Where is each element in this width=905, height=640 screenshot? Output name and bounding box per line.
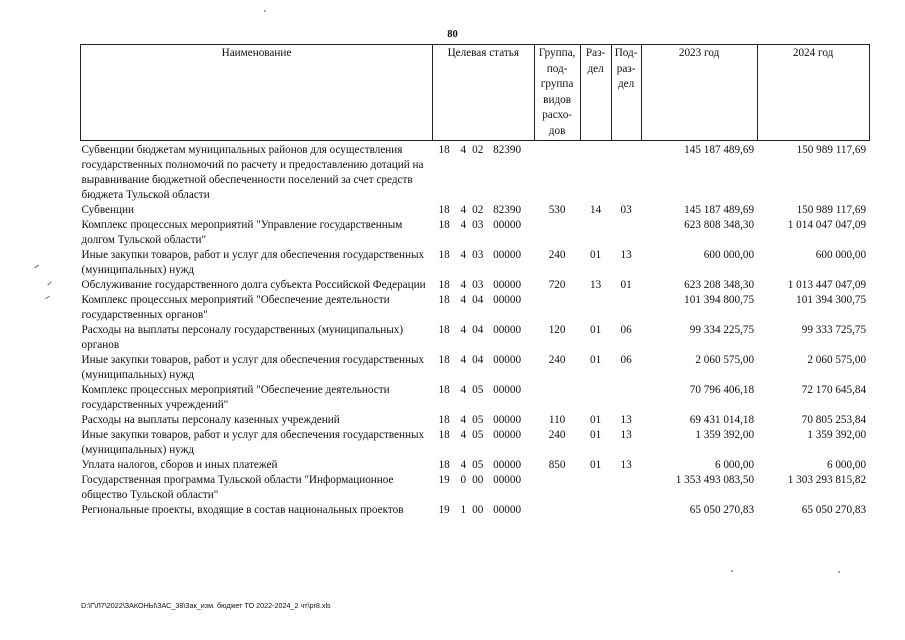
row-amount-2024: 99 333 725,75 (801, 323, 867, 336)
row-amount-2023: 70 796 406,18 (689, 383, 755, 396)
row-code-direction: 82390 (493, 143, 522, 156)
row-expense-group (534, 140, 580, 203)
row-amount-2024: 1 359 392,00 (807, 428, 867, 441)
row-amount-2023: 65 050 270,83 (689, 503, 755, 516)
row-code-direction: 00000 (493, 458, 522, 471)
row-code-main: 03 (472, 248, 484, 261)
row-expense-group (534, 383, 580, 413)
row-code-subprogram: 4 (460, 383, 467, 396)
row-subsection (611, 503, 641, 518)
table-row (81, 248, 870, 278)
row-code-main: 00 (472, 503, 484, 516)
row-expense-group (534, 293, 580, 323)
row-section: 01 (590, 248, 602, 261)
row-code-main: 04 (472, 323, 484, 336)
table-row (81, 203, 870, 218)
row-code-direction: 00000 (493, 323, 522, 336)
row-subsection (611, 218, 641, 248)
table-row (81, 323, 870, 353)
scan-mark (47, 282, 51, 286)
row-expense-group: 240 (548, 428, 566, 441)
row-name: Уплата налогов, сборов и иных платежей (81, 458, 278, 471)
row-subsection: 03 (620, 203, 632, 216)
header-section: Раз-дел (580, 45, 611, 141)
row-code-direction: 00000 (493, 353, 522, 366)
row-code-program: 19 (438, 503, 450, 516)
row-code-main: 03 (472, 218, 484, 231)
row-name: Расходы на выплаты персоналу государственных (муниципальных) органов (81, 323, 404, 351)
row-code-main: 00 (472, 473, 484, 486)
table-row (81, 473, 870, 503)
row-code-main: 05 (472, 383, 484, 396)
row-name: Комплекс процессных мероприятий "Обеспечение деятельности государственных учреждений" (81, 383, 390, 411)
row-amount-2023: 145 187 489,69 (684, 203, 755, 216)
row-code-main: 02 (472, 143, 484, 156)
table-row (81, 458, 870, 473)
table-row (81, 413, 870, 428)
row-amount-2024: 600 000,00 (815, 248, 867, 261)
row-code-program: 18 (438, 278, 450, 291)
row-code-direction: 00000 (493, 293, 522, 306)
row-code-subprogram: 4 (460, 143, 467, 156)
row-code-main: 05 (472, 428, 484, 441)
row-code-direction: 00000 (493, 383, 522, 396)
row-subsection: 06 (620, 353, 632, 366)
row-amount-2023: 6 000,00 (714, 458, 755, 471)
page-number: 80 (447, 29, 458, 40)
table-body (81, 140, 870, 518)
row-amount-2024: 2 060 575,00 (807, 353, 867, 366)
row-code-subprogram: 0 (460, 473, 467, 486)
row-amount-2023: 69 431 014,18 (689, 413, 755, 426)
row-section: 01 (590, 413, 602, 426)
row-amount-2024: 1 013 447 047,09 (787, 278, 867, 291)
row-code-direction: 00000 (493, 473, 522, 486)
row-code-main: 05 (472, 458, 484, 471)
row-code-program: 18 (438, 413, 450, 426)
row-amount-2024: 150 989 117,69 (796, 203, 867, 216)
scan-mark (45, 296, 50, 299)
row-code-program: 18 (438, 428, 450, 441)
row-expense-group: 240 (548, 248, 566, 261)
row-expense-group (534, 218, 580, 248)
table-row (81, 428, 870, 458)
table-row (81, 140, 870, 203)
row-amount-2023: 2 060 575,00 (695, 353, 755, 366)
row-name: Комплекс процессных мероприятий "Обеспечение деятельности государственных органов" (81, 293, 390, 321)
row-code-subprogram: 4 (460, 203, 467, 216)
row-section: 01 (590, 428, 602, 441)
row-expense-group: 530 (548, 203, 566, 216)
row-amount-2023: 145 187 489,69 (684, 143, 755, 156)
row-amount-2024: 70 805 253,84 (801, 413, 867, 426)
scan-dot (731, 570, 733, 572)
row-name: Субвенции (81, 203, 134, 216)
row-code-program: 18 (438, 218, 450, 231)
row-code-subprogram: 4 (460, 413, 467, 426)
row-subsection: 13 (620, 248, 632, 261)
row-code-program: 18 (438, 323, 450, 336)
row-amount-2023: 1 353 493 083,50 (675, 473, 755, 486)
row-section (580, 140, 611, 203)
row-amount-2023: 99 334 225,75 (689, 323, 755, 336)
row-code-main: 05 (472, 413, 484, 426)
row-code-program: 18 (438, 293, 450, 306)
row-expense-group: 240 (548, 353, 566, 366)
row-code-subprogram: 1 (460, 503, 467, 516)
row-amount-2023: 623 208 348,30 (684, 278, 755, 291)
row-expense-group (534, 473, 580, 503)
row-subsection (611, 140, 641, 203)
row-expense-group: 850 (548, 458, 566, 471)
row-code-subprogram: 4 (460, 353, 467, 366)
header-group: Группа, под-группа видов расхо-дов (534, 45, 580, 141)
row-amount-2024: 6 000,00 (826, 458, 867, 471)
row-subsection: 13 (620, 458, 632, 471)
row-name: Иные закупки товаров, работ и услуг для обеспечения государственных (муниципальных) нужд (81, 248, 425, 276)
row-name: Обслуживание государственного долга субъекта Российской Федерации (81, 278, 426, 291)
table-row (81, 383, 870, 413)
row-code-subprogram: 4 (460, 293, 467, 306)
row-expense-group: 720 (548, 278, 566, 291)
row-section: 01 (590, 323, 602, 336)
row-amount-2023: 101 394 800,75 (684, 293, 755, 306)
table-row (81, 218, 870, 248)
row-code-subprogram: 4 (460, 458, 467, 471)
row-section (580, 218, 611, 248)
row-amount-2024: 65 050 270,83 (801, 503, 867, 516)
row-expense-group: 120 (548, 323, 566, 336)
row-section: 01 (590, 353, 602, 366)
row-code-main: 03 (472, 278, 484, 291)
table-header-row (81, 45, 870, 141)
row-amount-2024: 1 014 047 047,09 (787, 218, 867, 231)
row-name: Расходы на выплаты персоналу казенных учреждений (81, 413, 340, 426)
row-subsection: 13 (620, 413, 632, 426)
row-name: Иные закупки товаров, работ и услуг для обеспечения государственных (муниципальных) нужд (81, 353, 425, 381)
row-section (580, 503, 611, 518)
row-section: 01 (590, 458, 602, 471)
table-row (81, 278, 870, 293)
scan-dot (838, 571, 840, 573)
row-name: Комплекс процессных мероприятий "Управление государственным долгом Тульской области" (81, 218, 403, 246)
row-section (580, 383, 611, 413)
row-code-subprogram: 4 (460, 428, 467, 441)
row-code-direction: 00000 (493, 428, 522, 441)
row-code-program: 18 (438, 248, 450, 261)
row-amount-2024: 72 170 645,84 (801, 383, 867, 396)
row-code-direction: 00000 (493, 218, 522, 231)
row-code-main: 04 (472, 293, 484, 306)
row-code-direction: 00000 (493, 278, 522, 291)
row-code-subprogram: 4 (460, 218, 467, 231)
row-code-subprogram: 4 (460, 278, 467, 291)
row-code-direction: 00000 (493, 248, 522, 261)
scan-dot (264, 10, 266, 12)
row-subsection (611, 383, 641, 413)
row-code-direction: 82390 (493, 203, 522, 216)
row-amount-2024: 1 303 293 815,82 (787, 473, 867, 486)
row-expense-group (534, 503, 580, 518)
row-name: Государственная программа Тульской области "Информационное общество Тульской области" (81, 473, 394, 501)
row-code-program: 18 (438, 203, 450, 216)
row-subsection: 06 (620, 323, 632, 336)
header-subsection: Под-раз-дел (611, 45, 641, 141)
table-row (81, 353, 870, 383)
row-code-main: 04 (472, 353, 484, 366)
row-code-program: 18 (438, 383, 450, 396)
row-amount-2024: 150 989 117,69 (796, 143, 867, 156)
row-section (580, 473, 611, 503)
row-code-program: 18 (438, 458, 450, 471)
row-amount-2023: 623 808 348,30 (684, 218, 755, 231)
header-name: Наименование (81, 45, 433, 141)
header-2023: 2023 год (641, 45, 757, 141)
table-row (81, 503, 870, 518)
row-code-program: 18 (438, 143, 450, 156)
row-section (580, 293, 611, 323)
row-subsection: 13 (620, 428, 632, 441)
row-code-subprogram: 4 (460, 323, 467, 336)
row-section: 13 (590, 278, 602, 291)
table-row (81, 293, 870, 323)
file-path-footer: D:\Г\Л7\2022\ЗАКОНЫ\ЗАС_38\Зак_изм. бюджет ТО 2022-2024_2 чт\рr8.xls (81, 601, 331, 610)
row-code-program: 18 (438, 353, 450, 366)
row-name: Субвенции бюджетам муниципальных районов для осуществления государственных полномочий по расчету и предоставлению дотаций на выравнивание бюджетной обеспеченности поселений за счет средств бюджета Тульской области (81, 143, 424, 201)
row-amount-2023: 600 000,00 (703, 248, 755, 261)
header-target: Целевая статья (433, 45, 535, 141)
row-subsection: 01 (620, 278, 632, 291)
row-expense-group: 110 (548, 413, 566, 426)
row-section: 14 (590, 203, 602, 216)
row-code-subprogram: 4 (460, 248, 467, 261)
header-2024: 2024 год (757, 45, 869, 141)
row-code-direction: 00000 (493, 503, 522, 516)
row-code-direction: 00000 (493, 413, 522, 426)
row-subsection (611, 293, 641, 323)
row-name: Иные закупки товаров, работ и услуг для обеспечения государственных (муниципальных) нужд (81, 428, 425, 456)
budget-table (80, 44, 870, 518)
row-name: Региональные проекты, входящие в состав национальных проектов (81, 503, 404, 516)
row-code-main: 02 (472, 203, 484, 216)
row-code-program: 19 (438, 473, 450, 486)
row-amount-2023: 1 359 392,00 (695, 428, 755, 441)
row-amount-2024: 101 394 300,75 (796, 293, 867, 306)
row-subsection (611, 473, 641, 503)
scan-mark (34, 265, 39, 269)
